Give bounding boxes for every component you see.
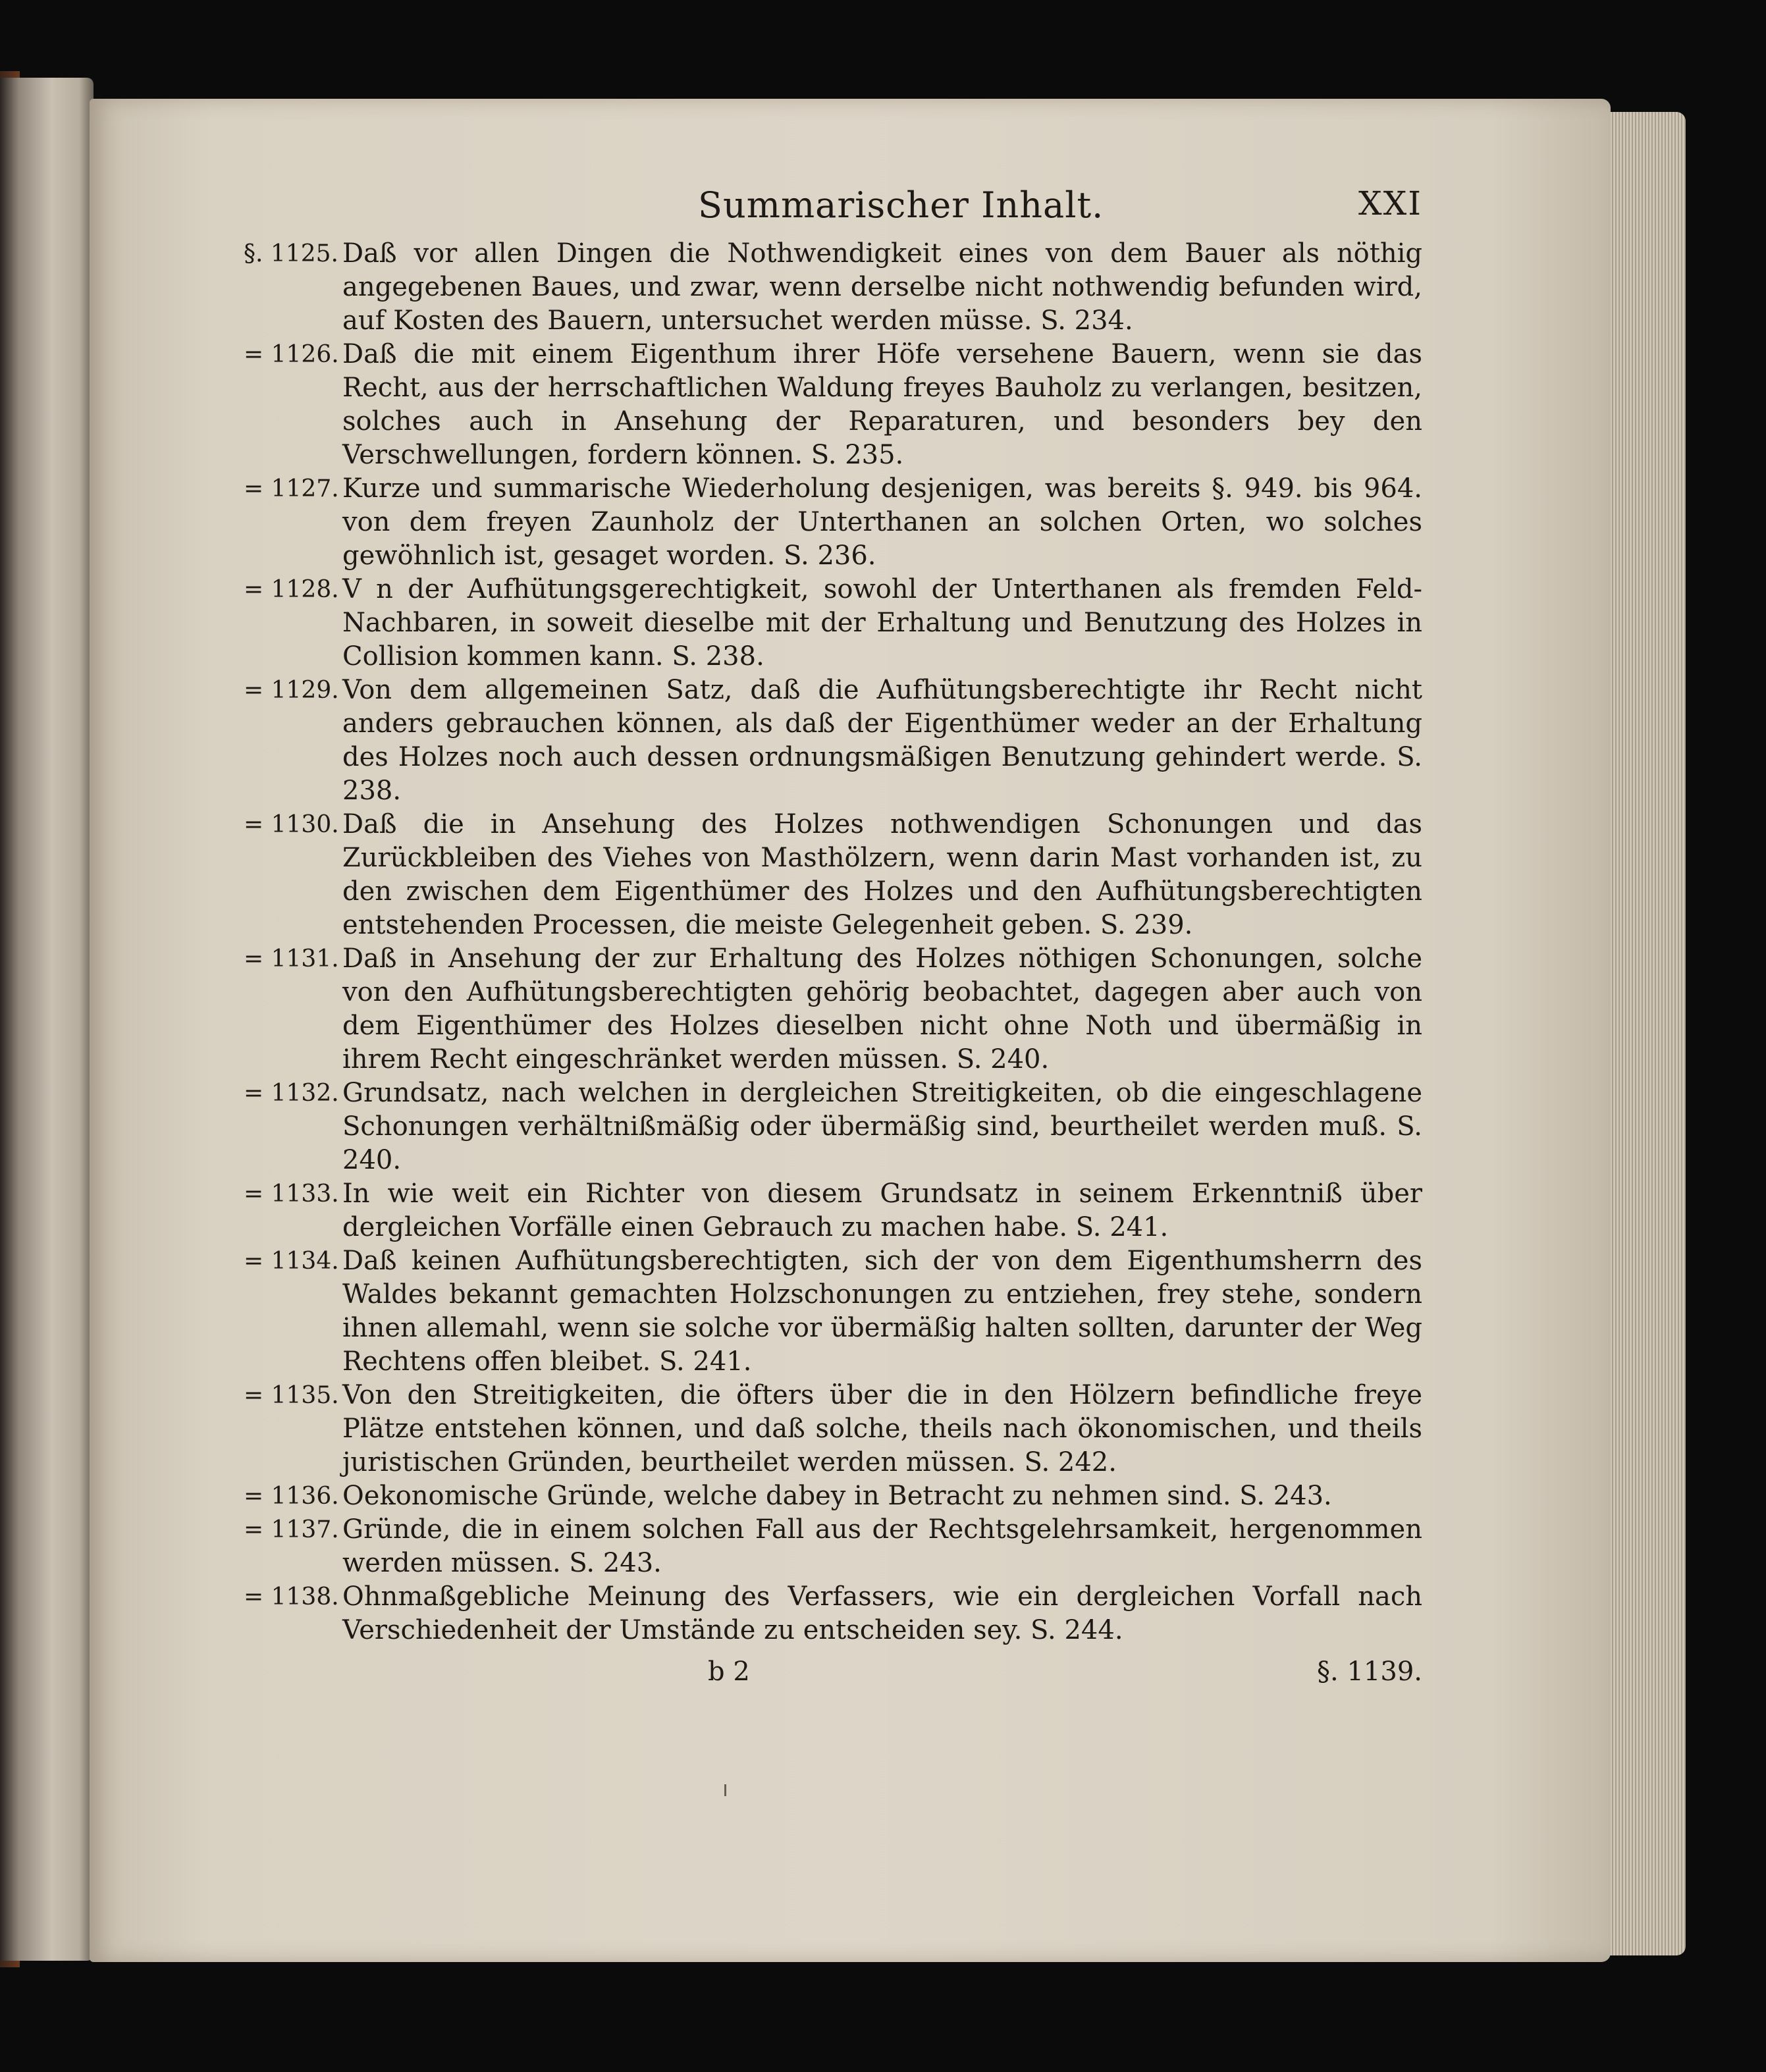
summary-entry xyxy=(244,237,1422,338)
summary-entry xyxy=(244,1244,1422,1379)
section-number: = 1129. xyxy=(244,677,339,704)
entry-text: Daß keinen Aufhütungsberechtigten, sich der von dem Eigenthumsherrn des Waldes bekannt gemachten Holzschonungen zu entziehen, frey stehe, sondern ihnen allemahl, wenn sie solche vor übermäßig halten sollten, darunter der Weg Rechtens offen bleibet. S. 241. xyxy=(342,1246,1422,1377)
page-footer xyxy=(244,1654,1422,1700)
summary-list xyxy=(244,237,1422,1647)
entry-text: In wie weit ein Richter von diesem Grundsatz in seinem Erkenntniß über dergleichen Vorfälle einen Gebrauch zu machen habe. S. 241. xyxy=(342,1179,1422,1242)
summary-entry xyxy=(244,338,1422,472)
section-number: = 1131. xyxy=(244,945,339,972)
section-number: = 1136. xyxy=(244,1483,339,1510)
entry-text: Von den Streitigkeiten, die öfters über die in den Hölzern befindliche freye Plätze entstehen können, und daß solche, theils nach ökonomischen, und theils juristischen Gründen, beurtheilet werden müssen. S. 242. xyxy=(342,1380,1422,1477)
summary-entry xyxy=(244,1580,1422,1647)
summary-entry xyxy=(244,674,1422,808)
summary-entry xyxy=(244,1379,1422,1479)
page-number: XXI xyxy=(1358,184,1422,223)
section-number: = 1138. xyxy=(244,1583,339,1610)
entry-text: Daß die mit einem Eigenthum ihrer Höfe versehene Bauern, wenn sie das Recht, aus der herrschaftlichen Waldung freyes Bauholz zu verlangen, besitzen, solches auch in Ansehung der Reparaturen, und besonders bey den Verschwellungen, fordern können. S. 235. xyxy=(342,339,1422,470)
section-number: = 1127. xyxy=(244,475,339,502)
entry-text: Kurze und summarische Wiederholung desjenigen, was bereits §. 949. bis 964. von dem freyen Zaunholz der Unterthanen an solchen Orten, wo solches gewöhnlich ist, gesaget worden. S. 236. xyxy=(342,473,1422,571)
entry-text: Von dem allgemeinen Satz, daß die Aufhütungsberechtigte ihr Recht nicht anders gebrauchen können, als daß der Eigenthümer weder an der Erhaltung des Holzes noch auch dessen ordnungsmäßigen Benutzung gehindert werde. S. 238. xyxy=(342,675,1422,806)
section-number: = 1128. xyxy=(244,576,339,603)
entry-text: Grundsatz, nach welchen in dergleichen Streitigkeiten, ob die eingeschlagene Schonungen verhältnißmäßig oder übermäßig sind, beurtheilet werden muß. S. 240. xyxy=(342,1078,1422,1175)
signature-mark: b 2 xyxy=(708,1657,750,1687)
section-number: = 1126. xyxy=(244,341,339,368)
page-stack-edge xyxy=(1600,112,1686,1955)
entry-text: Ohnmaßgebliche Meinung des Verfassers, wie ein dergleichen Vorfall nach Verschiedenheit der Umstände zu entscheiden sey. S. 244. xyxy=(342,1581,1422,1645)
entry-text: Daß in Ansehung der zur Erhaltung des Holzes nöthigen Schonungen, solche von den Aufhütungsberechtigten gehörig beobachtet, dagegen aber auch von dem Eigenthümer des Holzes dieselben nicht ohne Noth und übermäßig in ihrem Recht eingeschränket werden müssen. S. 240. xyxy=(342,943,1422,1075)
summary-entry xyxy=(244,1076,1422,1177)
catchword: §. 1139. xyxy=(1317,1657,1422,1687)
section-number: = 1134. xyxy=(244,1248,339,1275)
section-number: = 1135. xyxy=(244,1382,339,1409)
section-number: §. 1125. xyxy=(244,240,338,267)
section-number: = 1132. xyxy=(244,1080,339,1107)
paper-speck xyxy=(724,1784,726,1796)
summary-entry xyxy=(244,1513,1422,1580)
summary-entry xyxy=(244,942,1422,1076)
page-content xyxy=(244,165,1422,1700)
running-header xyxy=(244,165,1422,237)
running-title: Summarischer Inhalt. xyxy=(698,184,1104,226)
section-number: = 1130. xyxy=(244,811,339,838)
entry-text: Daß die in Ansehung des Holzes nothwendigen Schonungen und das Zurückbleiben des Viehes von Masthölzern, wenn darin Mast vorhanden ist, zu den zwischen dem Eigenthümer des Holzes und den Aufhütungsberechtigten entstehenden Processen, die meiste Gelegenheit geben. S. 239. xyxy=(342,809,1422,940)
section-number: = 1137. xyxy=(244,1516,339,1543)
summary-entry xyxy=(244,573,1422,674)
summary-entry xyxy=(244,1479,1422,1513)
summary-entry xyxy=(244,1177,1422,1244)
summary-entry xyxy=(244,808,1422,942)
summary-entry xyxy=(244,472,1422,573)
entry-text: Oekonomische Gründe, welche dabey in Betracht zu nehmen sind. S. 243. xyxy=(342,1481,1332,1511)
entry-text: Daß vor allen Dingen die Nothwendigkeit eines von dem Bauer als nöthig angegebenen Baues, und zwar, wenn derselbe nicht nothwendig befunden wird, auf Kosten des Bauern, untersuchet werden müsse. S. 234. xyxy=(342,238,1422,336)
previous-page-edge xyxy=(0,78,94,1961)
entry-text: V n der Aufhütungsgerechtigkeit, sowohl der Unterthanen als fremden Feld-Nachbaren, in soweit dieselbe mit der Erhaltung und Benutzung des Holzes in Collision kommen kann. S. 238. xyxy=(342,574,1422,672)
section-number: = 1133. xyxy=(244,1181,339,1208)
entry-text: Gründe, die in einem solchen Fall aus der Rechtsgelehrsamkeit, hergenommen werden müssen. S. 243. xyxy=(342,1514,1422,1578)
